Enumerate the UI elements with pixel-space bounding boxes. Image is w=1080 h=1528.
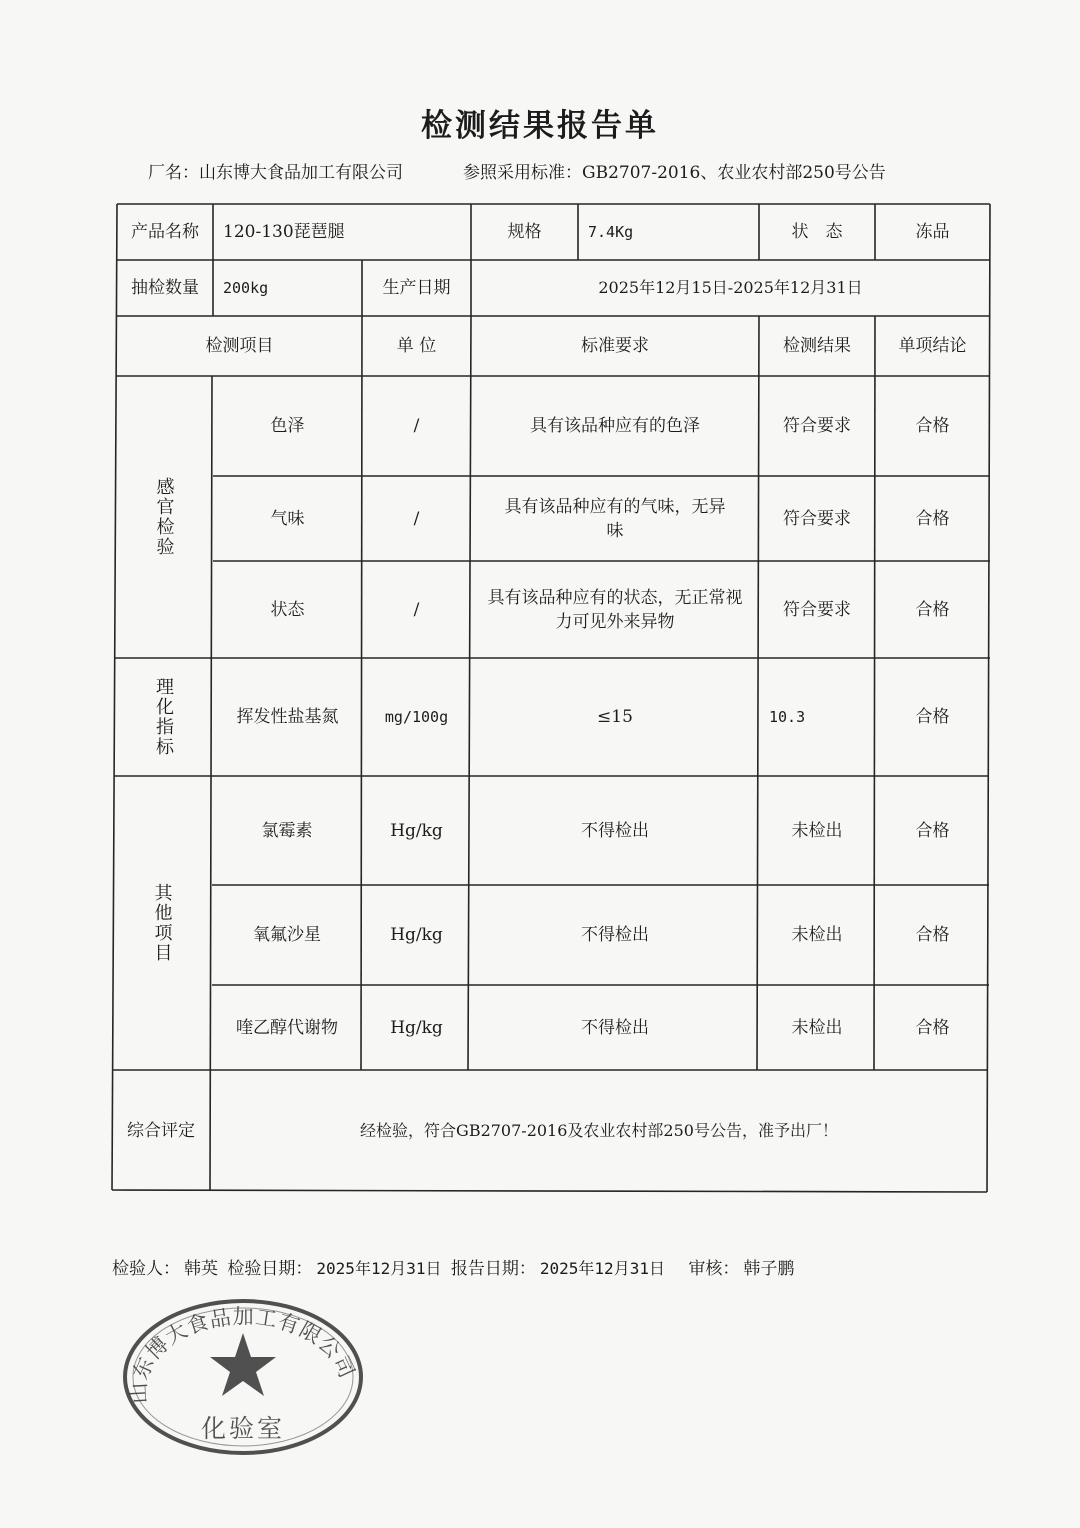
table-cell-result: 未检出 xyxy=(791,925,843,945)
table-cell-conclusion: 合格 xyxy=(915,1017,950,1038)
table-cell-conclusion: 合格 xyxy=(915,416,950,436)
table-cell-result: 未检出 xyxy=(791,1017,843,1038)
column-header-unit: 单 位 xyxy=(396,336,437,356)
summary-label: 综合评定 xyxy=(127,1120,195,1141)
laboratory-seal xyxy=(118,1295,368,1457)
report-date: 2025年12月31日 xyxy=(539,1259,665,1278)
table-cell-unit: / xyxy=(413,508,420,529)
state-value: 冻品 xyxy=(915,222,950,242)
table-cell-item: 气味 xyxy=(270,508,305,529)
table-cell-item: 色泽 xyxy=(270,416,305,436)
table-cell-result: 符合要求 xyxy=(783,508,851,529)
table-cell-item: 喹乙醇代谢物 xyxy=(236,1017,338,1038)
spec-value: 7.4Kg xyxy=(588,223,634,241)
spec-label: 规格 xyxy=(507,222,542,242)
production-date-label: 生产日期 xyxy=(382,278,451,298)
column-header-requirement: 标准要求 xyxy=(581,336,649,356)
production-date-value: 2025年12月15日-2025年12月31日 xyxy=(598,278,863,297)
table-cell-unit: Hg/kg xyxy=(390,925,443,945)
summary-text: 经检验，符合GB2707-2016及农业农村部250号公告，准予出厂！ xyxy=(360,1120,838,1140)
state-label: 状 态 xyxy=(791,222,843,242)
table-cell-result: 未检出 xyxy=(791,820,843,841)
star-icon xyxy=(210,1333,276,1396)
table-cell-item: 挥发性盐基氮 xyxy=(236,707,339,727)
table-cell-conclusion: 合格 xyxy=(915,599,950,620)
table-cell-item: 氧氟沙星 xyxy=(253,925,321,945)
table-cell-unit: mg/100g xyxy=(384,708,449,726)
signature-line xyxy=(112,1254,798,1279)
table-cell-result: 符合要求 xyxy=(783,416,851,436)
table-cell-requirement: 具有该品种应有的气味，无异味 xyxy=(504,496,726,541)
table-cell-result: 10.3 xyxy=(769,708,806,726)
product-name-value: 120-130琵琶腿 xyxy=(223,222,345,242)
sample-qty-label: 抽检数量 xyxy=(131,278,199,298)
table-cell-item: 氯霉素 xyxy=(261,820,313,841)
table-cell-unit: / xyxy=(413,416,420,436)
reviewer-name: 韩子鹏 xyxy=(743,1259,795,1279)
group-label-sensory: 感官检验 xyxy=(153,477,175,557)
column-header-conclusion: 单项结论 xyxy=(898,336,967,356)
reference-standard: 参照采用标准：GB2707-2016、农业农村部250号公告 xyxy=(463,163,886,183)
group-label-physicochemical: 理化指标 xyxy=(153,677,174,757)
table-cell-requirement: 不得检出 xyxy=(581,820,649,841)
report-date-label: 报告日期： xyxy=(450,1259,536,1279)
sample-qty-value: 200kg xyxy=(223,279,269,297)
table-cell-requirement: ≤15 xyxy=(597,707,633,727)
table-cell-unit: Hg/kg xyxy=(390,1017,443,1038)
table-cell-item: 状态 xyxy=(270,599,305,620)
inspect-date-label: 检验日期： xyxy=(227,1259,313,1279)
product-name-label: 产品名称 xyxy=(131,222,199,242)
table-cell-conclusion: 合格 xyxy=(915,508,950,529)
table-cell-conclusion: 合格 xyxy=(915,707,950,727)
table-cell-conclusion: 合格 xyxy=(915,820,950,841)
svg-text:化验室: 化验室 xyxy=(200,1414,286,1443)
reviewer-label: 审核： xyxy=(688,1259,740,1279)
column-header-item: 检测项目 xyxy=(205,336,274,356)
table-cell-conclusion: 合格 xyxy=(915,925,950,945)
table-cell-result: 符合要求 xyxy=(783,599,851,620)
column-header-result: 检测结果 xyxy=(783,336,851,356)
table-cell-unit: Hg/kg xyxy=(390,820,443,841)
factory-name: 厂名：山东博大食品加工有限公司 xyxy=(148,163,403,183)
table-cell-unit: / xyxy=(413,599,420,620)
inspector-label: 检验人： xyxy=(112,1259,180,1279)
inspector-name: 韩英 xyxy=(184,1259,218,1279)
report-title: 检测结果报告单 xyxy=(421,108,659,144)
table-cell-requirement: 不得检出 xyxy=(581,925,649,945)
table-cell-requirement: 具有该品种应有的状态，无正常视力可见外来异物 xyxy=(487,587,743,632)
svg-text:山东博大食品加工有限公司: 山东博大食品加工有限公司 xyxy=(126,1304,360,1405)
inspect-date: 2025年12月31日 xyxy=(316,1259,442,1278)
group-label-other: 其他项目 xyxy=(151,883,173,963)
table-cell-requirement: 具有该品种应有的色泽 xyxy=(530,416,700,436)
table-cell-requirement: 不得检出 xyxy=(581,1017,649,1038)
